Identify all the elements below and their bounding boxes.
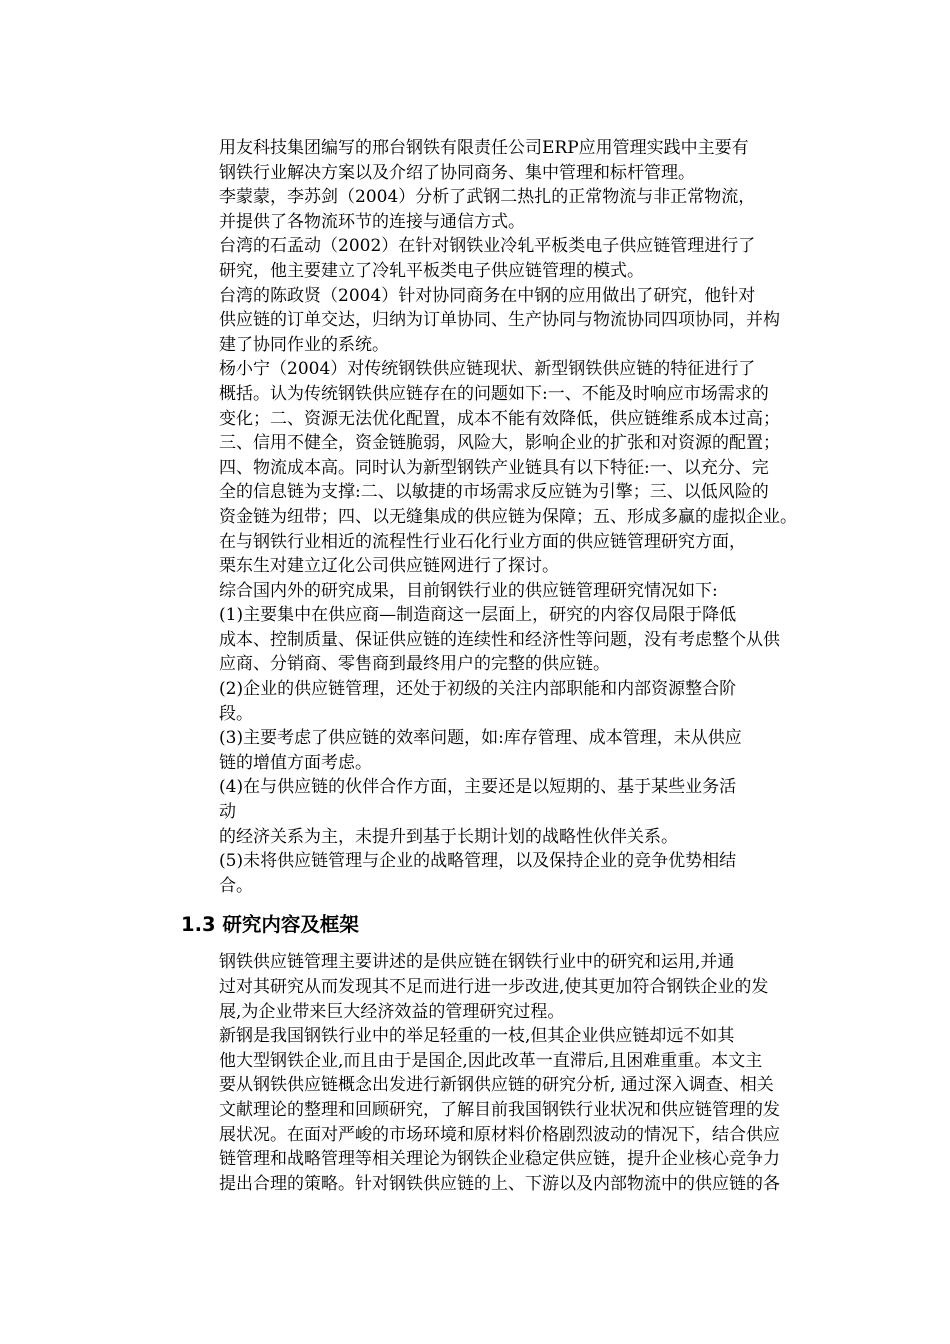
text-line: 栗东生对建立辽化公司供应链网进行了探讨。: [219, 556, 559, 577]
body-text-after-section: [181, 950, 821, 1196]
paragraph: [181, 136, 821, 185]
document-page: [181, 136, 821, 1196]
text-line: 并提供了各物流环节的连接与通信方式。: [219, 211, 525, 232]
text-line: 四、物流成本高。同时认为新型钢铁产业链具有以下特征:一、以充分、完: [219, 457, 769, 478]
text-line: 要从钢铁供应链概念出发进行新钢供应链的研究分析, 通过深入调查、相关: [219, 1075, 774, 1096]
text-line: 展状况。在面对严峻的市场环境和原材料价格剧烈波动的情况下，结合供应: [219, 1124, 780, 1145]
text-line: 台湾的陈政贤（2004）针对协同商务在中钢的应用做出了研究，他针对: [219, 285, 756, 306]
text-line: 供应链的订单交达，归纳为订单协同、生产协同与物流协同四项协同，并构: [219, 310, 780, 331]
text-line: 变化；二、资源无法优化配置，成本不能有效降低，供应链维系成本过高；: [219, 408, 780, 429]
text-line: 成本、控制质量、保证供应链的连续性和经济性等问题，没有考虑整个从供: [219, 629, 780, 650]
paragraph: [181, 950, 821, 1024]
text-line: (5)未将供应链管理与企业的战略管理，以及保持企业的竞争优势相结: [219, 851, 737, 872]
paragraph: [181, 185, 821, 234]
paragraph: [181, 357, 821, 529]
text-line: 钢铁行业解决方案以及介绍了协同商务、集中管理和标杆管理。: [219, 162, 695, 183]
paragraph: [181, 775, 821, 849]
paragraph: [181, 1024, 821, 1196]
text-line: 新钢是我国钢铁行业中的举足轻重的一枝,但其企业供应链却远不如其: [219, 1026, 735, 1047]
text-line: 研究，他主要建立了冷轧平板类电子供应链管理的模式。: [219, 260, 644, 281]
paragraph: [181, 579, 821, 604]
text-line: 台湾的石孟动（2002）在针对钢铁业冷轧平板类电子供应链管理进行了: [219, 236, 756, 257]
paragraph: [181, 726, 821, 775]
section-heading: 1.3 研究内容及框架: [181, 913, 359, 937]
paragraph: [181, 530, 821, 579]
text-line: 提出合理的策略。针对钢铁供应链的上、下游以及内部物流中的供应链的各: [219, 1173, 780, 1194]
text-line: 钢铁供应链管理主要讲述的是供应链在钢铁行业中的研究和运用,并通: [219, 952, 735, 973]
text-line: 动: [219, 802, 236, 823]
text-line: 杨小宁（2004）对传统钢铁供应链现状、新型钢铁供应链的特征进行了: [219, 359, 756, 380]
text-line: 建了协同作业的系统。: [219, 334, 389, 355]
text-line: 资金链为纽带；四、以无缝集成的供应链为保障；五、形成多赢的虚拟企业。: [219, 506, 797, 527]
text-line: 他大型钢铁企业,而且由于是国企,因此改革一直滞后,且困难重重。本文主: [219, 1050, 763, 1071]
text-line: (1)主要集中在供应商—制造商这一层面上，研究的内容仅局限于降低: [219, 605, 737, 626]
text-line: 链的增值方面考虑。: [219, 752, 372, 773]
text-line: 展,为企业带来巨大经济效益的管理研究过程。: [219, 1001, 565, 1022]
text-line: 的经济关系为主，未提升到基于长期计划的战略性伙伴关系。: [219, 826, 678, 847]
paragraph: [181, 849, 821, 898]
body-text-before-section: [181, 136, 821, 898]
text-line: 李蒙蒙，李苏剑（2004）分析了武钢二热扎的正常物流与非正常物流，: [219, 187, 756, 208]
text-line: (2)企业的供应链管理，还处于初级的关注内部职能和内部资源整合阶: [219, 679, 737, 700]
text-line: 用友科技集团编写的邢台钢铁有限责任公司ERP应用管理实践中主要有: [219, 138, 749, 158]
text-line: 链管理和战略管理等相关理论为钢铁企业稳定供应链，提升企业核心竞争力: [219, 1149, 780, 1170]
text-line: 合。: [219, 875, 253, 896]
text-line: 过对其研究从而发现其不足而进行进一步改进,使其更加符合钢铁企业的发: [219, 977, 769, 997]
text-line: 段。: [219, 703, 253, 724]
text-line: 应商、分销商、零售商到最终用户的完整的供应链。: [219, 654, 610, 675]
paragraph: [181, 284, 821, 358]
text-line: 在与钢铁行业相近的流程性行业石化行业方面的供应链管理研究方面，: [219, 531, 746, 552]
paragraph: [181, 234, 821, 283]
text-line: 文献理论的整理和回顾研究，了解目前我国钢铁行业状况和供应链管理的发: [219, 1099, 780, 1120]
paragraph: [181, 677, 821, 726]
text-line: 概括。认为传统钢铁供应链存在的问题如下:一、不能及时响应市场需求的: [219, 383, 769, 404]
text-line: (4)在与供应链的伙伴合作方面，主要还是以短期的、基于某些业务活: [219, 777, 737, 798]
text-line: (3)主要考虑了供应链的效率问题，如:库存管理、成本管理，未从供应: [219, 728, 742, 749]
paragraph: [181, 603, 821, 677]
text-line: 三、信用不健全，资金链脆弱，风险大，影响企业的扩张和对资源的配置；: [219, 433, 780, 454]
text-line: 全的信息链为支撑:二、以敏捷的市场需求反应链为引擎；三、以低风险的: [219, 482, 769, 503]
text-line: 综合国内外的研究成果，目前钢铁行业的供应链管理研究情况如下:: [219, 580, 718, 601]
